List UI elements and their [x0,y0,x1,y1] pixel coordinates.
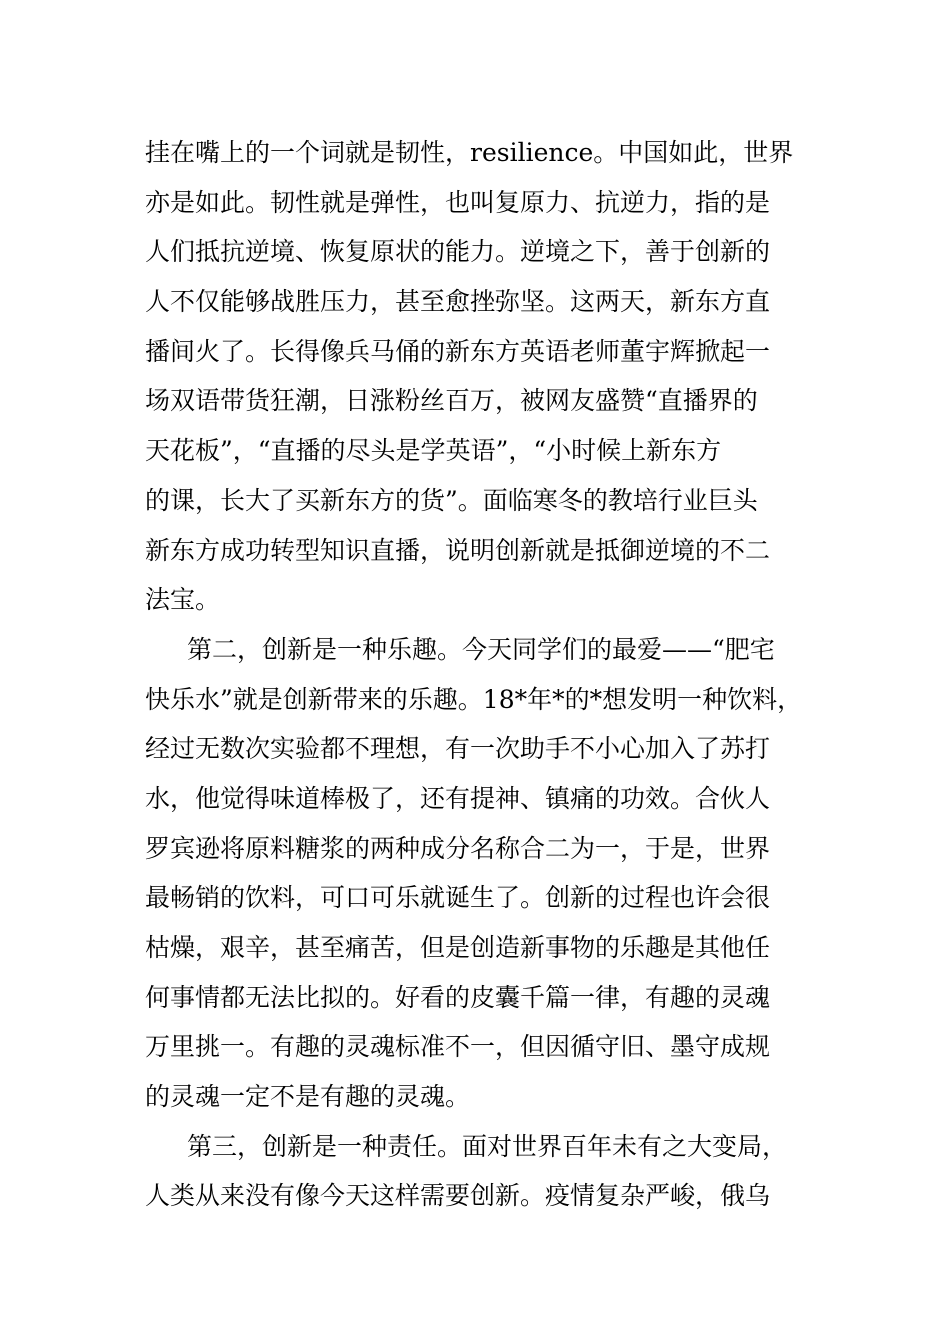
text-line: 水，他觉得味道棒极了，还有提神、镇痛的功效。合伙人 [145,783,771,813]
text-line: 场双语带货狂潮，日涨粉丝百万，被网友盛赞“直播界的 [145,386,758,416]
text-line: 人类从来没有像今天这样需要创新。疫情复杂严峻，俄乌 [145,1181,771,1211]
text-line: 最畅销的饮料，可口可乐就诞生了。创新的过程也许会很 [145,883,771,913]
document-body [145,128,810,1221]
text-line: 枯燥，艰辛，甚至痛苦，但是创造新事物的乐趣是其他任 [145,933,771,962]
text-line: 快乐水”就是创新带来的乐趣。18*年*的*想发明一种饮料， [145,684,803,714]
text-line: 的灵魂一定不是有趣的灵魂。 [145,1082,471,1112]
text-line: 万里挑一。有趣的灵魂标准不一，但因循守旧、墨守成规 [145,1032,771,1062]
text-line: 法宝。 [145,585,221,615]
text-line: 的课，长大了买新东方的货”。面临寒冬的教培行业巨头 [145,485,758,515]
text-line: 播间火了。长得像兵马俑的新东方英语老师董宇辉掀起一 [145,336,771,366]
text-line: 亦是如此。韧性就是弹性，也叫复原力、抗逆力，指的是 [145,187,771,217]
text-line: 天花板”，“直播的尽头是学英语”，“小时候上新东方 [145,436,722,466]
text-line: 挂在嘴上的一个词就是韧性，resilience。中国如此，世界 [145,138,794,167]
paragraph-start-line: 第三，创新是一种责任。面对世界百年未有之大变局， [187,1131,788,1161]
text-line: 罗宾逊将原料糖浆的两种成分名称合二为一，于是，世界 [145,833,771,863]
text-line: 何事情都无法比拟的。好看的皮囊千篇一律，有趣的灵魂 [145,982,771,1012]
text-line: 人们抵抗逆境、恢复原状的能力。逆境之下，善于创新的 [145,237,771,267]
text-line: 人不仅能够战胜压力，甚至愈挫弥坚。这两天，新东方直 [145,287,771,317]
paragraph-start-line: 第二，创新是一种乐趣。今天同学们的最爱——“肥宅 [187,634,775,664]
text-line: 经过无数次实验都不理想，有一次助手不小心加入了苏打 [145,734,771,764]
text-line: 新东方成功转型知识直播，说明创新就是抵御逆境的不二 [145,535,771,565]
